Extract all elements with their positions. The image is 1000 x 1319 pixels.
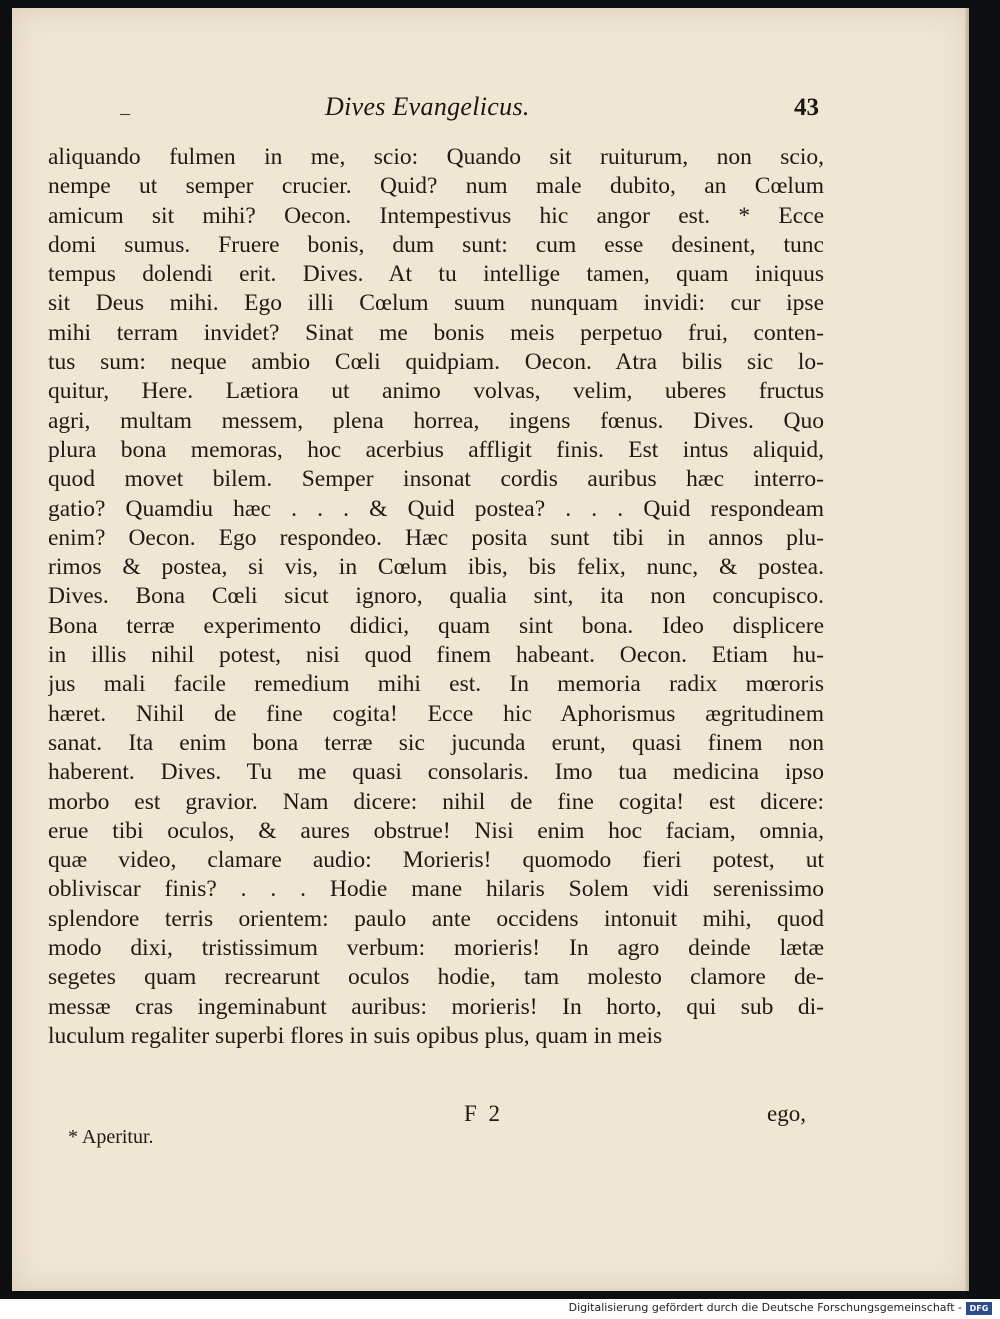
text-line: nempe ut semper crucier. Quid? num male dubito, an Cœlum	[48, 173, 824, 200]
text-line: tempus dolendi erit. Dives. At tu intellige tamen, quam iniquus	[48, 261, 824, 288]
text-line: erue tibi oculos, & aures obstrue! Nisi enim hoc faciam, omnia,	[48, 817, 824, 844]
text-line: agri, multam messem, plena horrea, ingens fœnus. Dives. Quo	[48, 407, 824, 434]
text-line: morbo est gravior. Nam dicere: nihil de fine cogita! est dicere:	[48, 788, 824, 815]
text-line: segetes quam recrearunt oculos hodie, tam molesto clamore de-	[48, 964, 824, 991]
text-line: Dives. Bona Cœli sicut ignoro, qualia sint, ita non concupisco.	[48, 583, 824, 610]
body-text	[48, 143, 824, 1051]
text-line: mihi terram invidet? Sinat me bonis meis perpetuo frui, conten-	[48, 319, 824, 346]
text-line: obliviscar finis? . . . Hodie mane hilaris Solem vidi serenissimo	[48, 876, 824, 903]
text-line: hæret. Nihil de fine cogita! Ecce hic Aphorismus ægritudinem	[48, 700, 824, 727]
text-line: modo dixi, tristissimum verbum: morieris! In agro deinde lætæ	[48, 935, 824, 962]
book-page	[12, 8, 969, 1291]
running-head	[12, 88, 969, 128]
running-title: Dives Evangelicus.	[325, 92, 530, 121]
text-line: messæ cras ingeminabunt auribus: morieris! In horto, qui sub di-	[48, 993, 824, 1020]
text-line: luculum regaliter superbi flores in suis opibus plus, quam in meis	[48, 1022, 663, 1049]
text-line: Bona terræ experimento didici, quam sint bona. Ideo displicere	[48, 612, 824, 639]
header-dash: –	[120, 102, 130, 124]
text-line: rimos & postea, si vis, in Cœlum ibis, bis felix, nunc, & postea.	[48, 554, 824, 581]
text-line: haberent. Dives. Tu me quasi consolaris. Imo tua medicina ipso	[48, 759, 824, 786]
footnote: * Aperitur.	[68, 1126, 154, 1148]
footer-bar	[0, 1299, 1000, 1319]
funding-credit: Digitalisierung gefördert durch die Deutsche Forschungsgemeinschaft -	[568, 1301, 962, 1314]
text-line: sit Deus mihi. Ego illi Cœlum suum nunquam invidi: cur ipse	[48, 290, 824, 317]
dfg-logo: DFG	[966, 1302, 992, 1315]
text-line: splendore terris orientem: paulo ante occidens intonuit mihi, quod	[48, 905, 824, 932]
catchword: ego,	[767, 1101, 806, 1126]
text-line: gatio? Quamdiu hæc . . . & Quid postea? . . . Quid respondeam	[48, 495, 824, 522]
text-line: in illis nihil potest, nisi quod finem habeant. Oecon. Etiam hu-	[48, 642, 824, 669]
text-line: domi sumus. Fruere bonis, dum sunt: cum esse desinent, tunc	[48, 231, 824, 258]
text-line: quod movet bilem. Semper insonat cordis auribus hæc interro-	[48, 466, 824, 493]
text-line: sanat. Ita enim bona terræ sic jucunda erunt, quasi finem non	[48, 729, 824, 756]
text-line: enim? Oecon. Ego respondeo. Hæc posita sunt tibi in annos plu-	[48, 524, 824, 551]
text-line: quæ video, clamare audio: Morieris! quomodo fieri potest, ut	[48, 847, 824, 874]
text-line: plura bona memoras, hoc acerbius affligit finis. Est intus aliquid,	[48, 436, 824, 463]
page-edge	[965, 8, 969, 1291]
text-line: quitur, Here. Lætiora ut animo volvas, velim, uberes fructus	[48, 378, 824, 405]
signature-mark: F 2	[464, 1101, 504, 1126]
text-line: amicum sit mihi? Oecon. Intempestivus hic angor est. * Ecce	[48, 202, 824, 229]
page-number: 43	[794, 94, 819, 121]
text-line: tus sum: neque ambio Cœli quidpiam. Oecon. Atra bilis sic lo-	[48, 349, 824, 376]
text-line: aliquando fulmen in me, scio: Quando sit ruiturum, non scio,	[48, 144, 824, 170]
text-line: jus mali facile remedium mihi est. In memoria radix mœroris	[48, 671, 824, 698]
